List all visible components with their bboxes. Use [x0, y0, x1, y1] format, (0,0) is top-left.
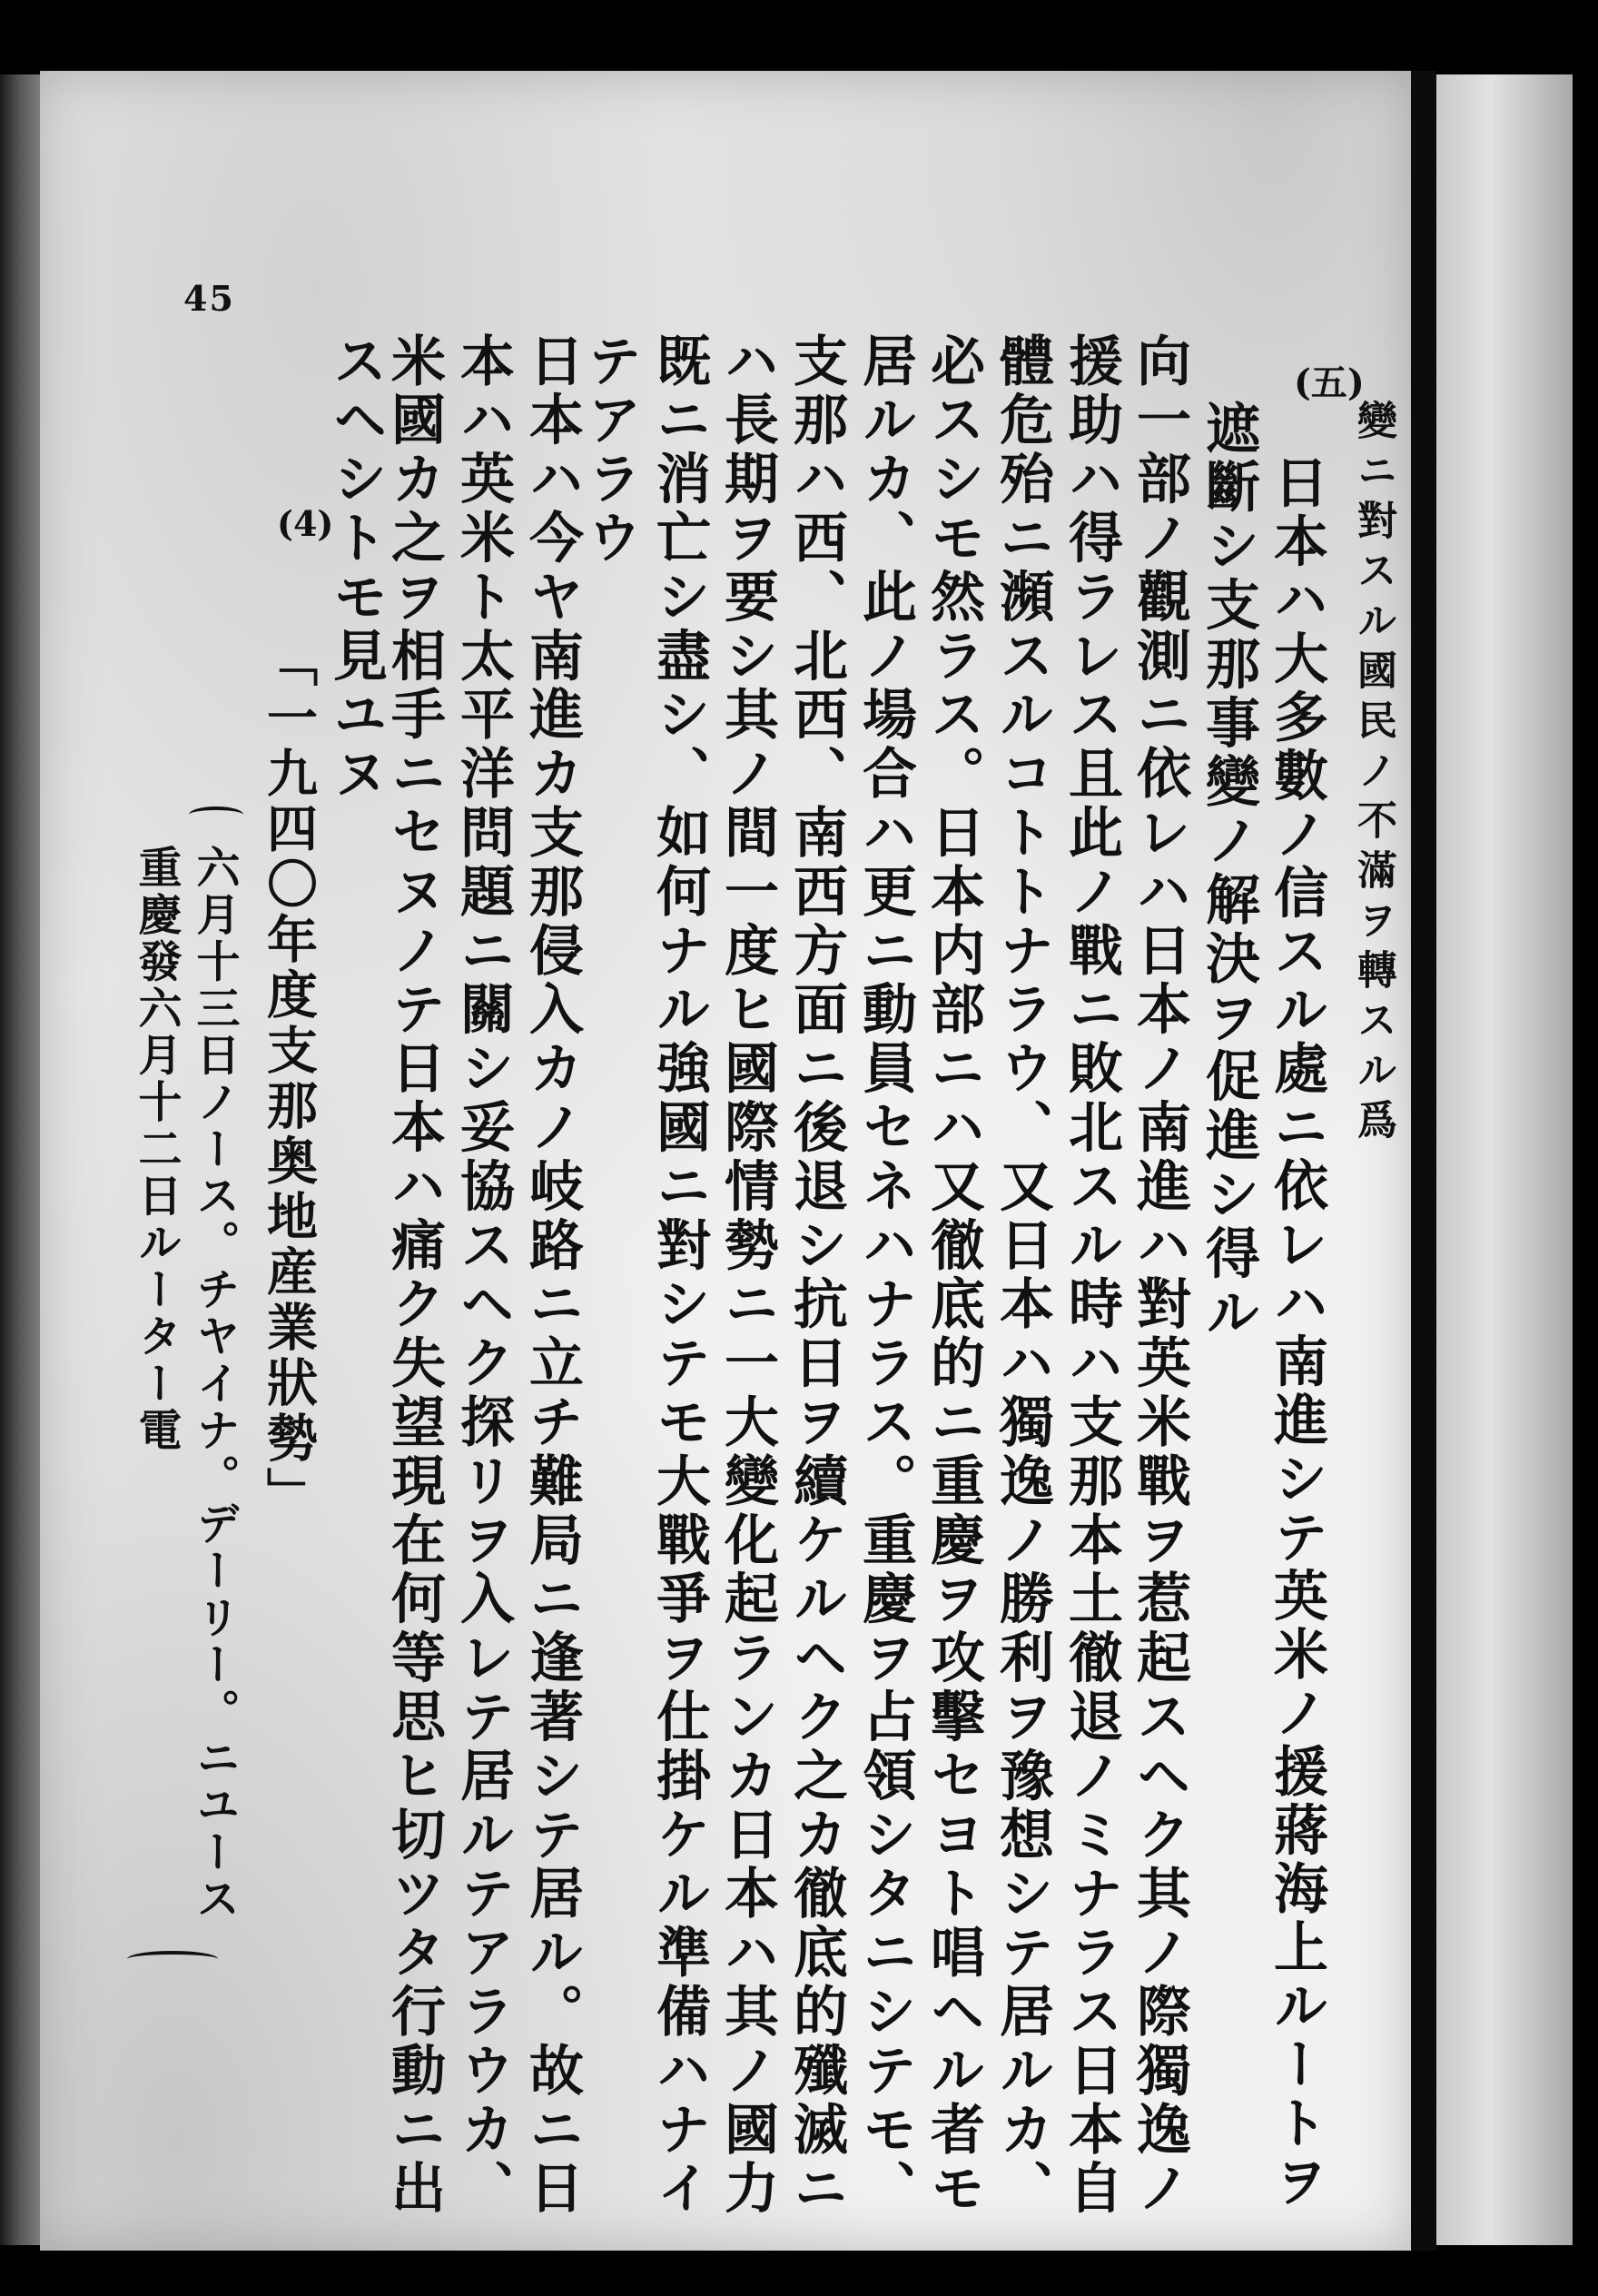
text-column: 本ハ英米ト太平洋問題ニ關シ妥協スヘク探リヲ入レテ居ルテアラウカ、 — [451, 332, 515, 2219]
text-column: 支那ハ西、北西、南西方面ニ後退シ抗日ヲ續ケルヘク之カ徹底的殲滅ニ — [784, 332, 848, 2219]
text-column: 日本ハ今ヤ南進カ支那侵入カノ岐路ニ立チ難局ニ逢著シテ居ル。故ニ日 — [520, 332, 584, 2219]
text-column: 必スシモ然ラス。日本内部ニハ又徹底的ニ重慶ヲ攻擊セヨト唱ヘル者モ — [922, 332, 985, 2219]
text-column: 居ルカ、此ノ場合ハ更ニ動員セネハナラス。重慶ヲ占領シタニシテモ、 — [853, 332, 917, 2219]
text-column: テアラウ — [578, 332, 642, 569]
report-title: 「一九四〇年度支那奥地産業狀勢」 — [259, 636, 319, 1522]
text-column: 既ニ消亡シ盡シ、如何ナル強國ニ對シテモ大戰爭ヲ仕掛ケル準備ハナイ — [647, 332, 711, 2219]
citation-line: 六月十三日ノース。チヤイナ。デーリー。ニユース — [189, 845, 240, 1923]
book-gutter — [1411, 71, 1436, 2251]
subsection-number: (4) — [277, 503, 334, 544]
text-column: 體危殆ニ瀕スルコトトナラウ、又日本ハ獨逸ノ勝利ヲ豫想シテ居ルカ、 — [991, 332, 1054, 2219]
text-column: 日本ハ大多數ノ信スル處ニ依レハ南進シテ英米ノ援蔣海上ルートヲ — [1265, 454, 1328, 2212]
text-column: スヘシトモ見ユヌ — [324, 332, 388, 805]
text-column: 援助ハ得ラレス且此ノ戰ニ敗北スル時ハ支那本土徹退ノミナラス日本自 — [1060, 332, 1123, 2219]
section-number: (五) — [1294, 361, 1365, 404]
page-number: 45 — [183, 278, 235, 319]
text-column: ハ長期ヲ要シ其ノ間一度ヒ國際情勢ニ一大變化起ランカ日本ハ其ノ國力 — [715, 332, 779, 2219]
citation-bracket-top — [189, 807, 243, 823]
citation-bracket-bottom — [127, 1951, 218, 1967]
adjacent-page-edge — [1436, 74, 1573, 2245]
text-column: 遮斷シ支那事變ノ解決ヲ促進シ得ル — [1197, 400, 1260, 1343]
text-column: 向一部ノ觀測ニ依レハ日本ノ南進ハ對英米戰ヲ惹起スヘク其ノ際獨逸ノ — [1128, 332, 1191, 2219]
citation-line: 重慶發六月十二日ルーター電 — [131, 845, 182, 1454]
text-column: 米國カ之ヲ相手ニセヌノテ日本ハ痛ク失望現在何等思ヒ切ツタ行動ニ出 — [382, 332, 446, 2219]
text-column-heading-note: 變ニ對スル國民ノ不滿ヲ轉スル爲 — [1350, 400, 1396, 1149]
